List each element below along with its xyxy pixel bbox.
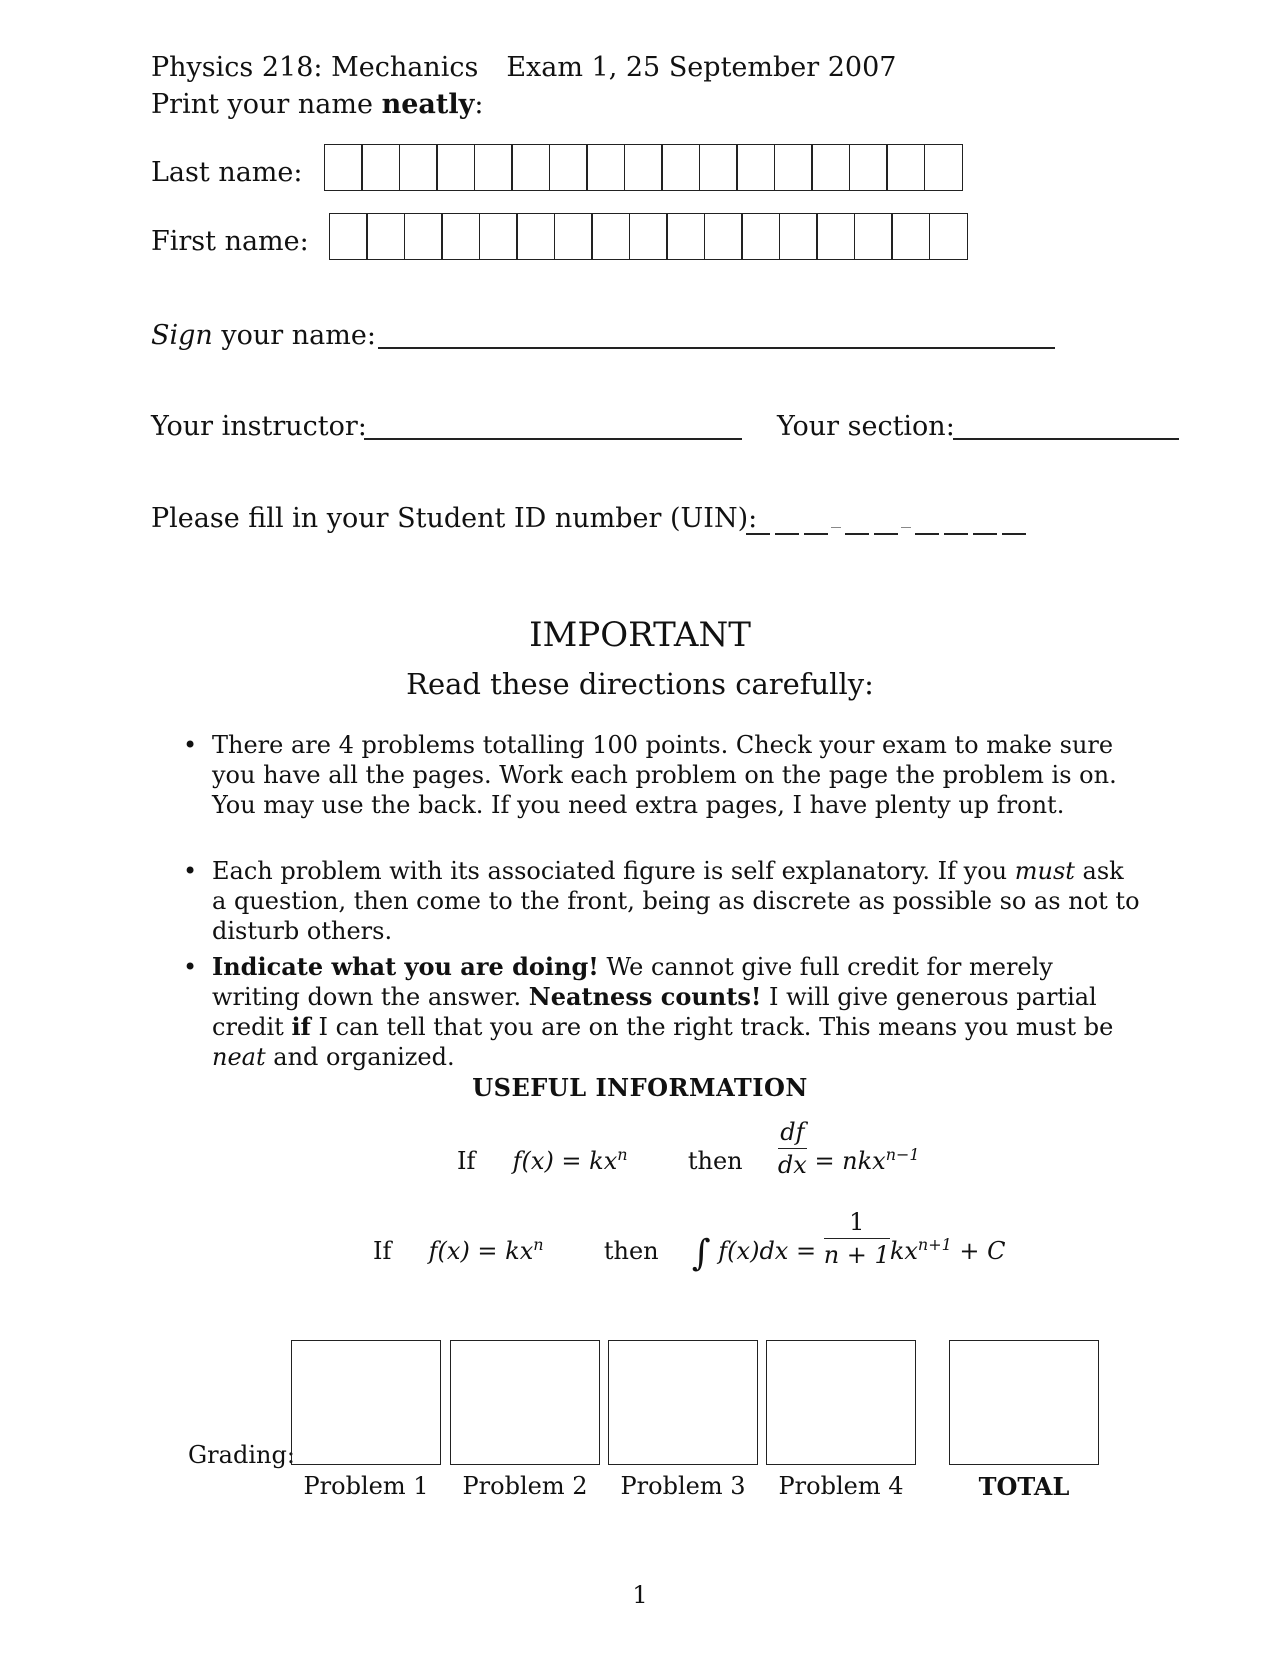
problem-4-score-box[interactable] <box>766 1340 916 1465</box>
problem-3-score-box[interactable] <box>608 1340 758 1465</box>
name-letter-box[interactable] <box>924 144 963 191</box>
name-letter-box[interactable] <box>736 144 775 191</box>
instructor-line[interactable] <box>364 438 742 440</box>
name-letter-box[interactable] <box>929 213 968 260</box>
first-name-boxes[interactable] <box>330 213 968 260</box>
problem-1-label: Problem 1 <box>303 1472 429 1500</box>
name-letter-box[interactable] <box>511 144 550 191</box>
name-letter-box[interactable] <box>586 144 625 191</box>
name-letter-box[interactable] <box>886 144 925 191</box>
name-letter-box[interactable] <box>516 213 555 260</box>
name-letter-box[interactable] <box>479 213 518 260</box>
grading-label: Grading: <box>188 1441 295 1469</box>
section-label: Your section: <box>777 411 955 442</box>
directions-subheading: Read these directions carefully: <box>406 667 874 701</box>
name-letter-box[interactable] <box>441 213 480 260</box>
course-title: Physics 218: Mechanics Exam 1, 25 September 2007 <box>151 52 897 83</box>
uin-blanks[interactable] <box>746 517 1031 548</box>
name-letter-box[interactable] <box>854 213 893 260</box>
problem-4-label: Problem 4 <box>778 1472 904 1500</box>
name-letter-box[interactable] <box>361 144 400 191</box>
problem-1-score-box[interactable] <box>291 1340 441 1465</box>
problem-2-label: Problem 2 <box>462 1472 588 1500</box>
name-letter-box[interactable] <box>779 213 818 260</box>
direction-bullet-3: • Indicate what you are doing! We cannot give full credit for merely writing down the answer. Neatness counts! I will give generous partial credit if I can tell that you are on the right track. This means you must be neat and organized. <box>183 952 1114 1071</box>
name-letter-box[interactable] <box>436 144 475 191</box>
name-letter-box[interactable] <box>399 144 438 191</box>
direction-bullet-2: • Each problem with its associated figure is self explanatory. If you must ask a question, then come to the front, being as discrete as possible so as not to disturb others. <box>183 857 1140 945</box>
name-letter-box[interactable] <box>774 144 813 191</box>
name-letter-box[interactable] <box>891 213 930 260</box>
name-letter-box[interactable] <box>816 213 855 260</box>
name-letter-box[interactable] <box>324 144 363 191</box>
instructor-label: Your instructor: <box>151 411 367 442</box>
total-label: TOTAL <box>978 1472 1070 1501</box>
integral-sign-icon: ∫ <box>691 1233 711 1274</box>
name-letter-box[interactable] <box>591 213 630 260</box>
total-score-box[interactable] <box>949 1340 1099 1465</box>
direction-bullet-1: • There are 4 problems totalling 100 points. Check your exam to make sure you have all the pages. Work each problem on the page the problem is on. You may use the back. If you need extra pages, I have plenty up front. <box>183 731 1117 819</box>
name-letter-box[interactable] <box>699 144 738 191</box>
sign-label: Sign your name: <box>151 320 376 351</box>
section-line[interactable] <box>953 438 1179 440</box>
name-letter-box[interactable] <box>704 213 743 260</box>
name-letter-box[interactable] <box>741 213 780 260</box>
last-name-label: Last name: <box>151 157 303 188</box>
name-letter-box[interactable] <box>811 144 850 191</box>
print-name-instruction: Print your name neatly: <box>151 89 484 120</box>
name-letter-box[interactable] <box>404 213 443 260</box>
problem-2-score-box[interactable] <box>450 1340 600 1465</box>
derivative-formula: If $f(x) = kx^n$ then $\frac{df}{dx}$ = nkx$^{n-1}$ <box>457 1118 920 1179</box>
name-letter-box[interactable] <box>366 213 405 260</box>
integral-formula: If $f(x) = kx^n$ then ∫ f(x)dx = $\frac{1}{n + 1}$ $kx^{n+1} + C$ <box>373 1208 1006 1274</box>
name-letter-box[interactable] <box>624 144 663 191</box>
name-letter-box[interactable] <box>849 144 888 191</box>
name-letter-box[interactable] <box>666 213 705 260</box>
page-number: 1 <box>632 1581 648 1609</box>
signature-line[interactable] <box>378 347 1055 349</box>
name-letter-box[interactable] <box>474 144 513 191</box>
name-letter-box[interactable] <box>661 144 700 191</box>
last-name-boxes[interactable] <box>325 144 963 191</box>
useful-info-heading: USEFUL INFORMATION <box>472 1073 808 1102</box>
problem-3-label: Problem 3 <box>620 1472 746 1500</box>
important-heading: IMPORTANT <box>529 615 751 655</box>
uin-label: Please fill in your Student ID number (UIN): <box>151 503 758 534</box>
name-letter-box[interactable] <box>554 213 593 260</box>
first-name-label: First name: <box>151 226 309 257</box>
name-letter-box[interactable] <box>329 213 368 260</box>
name-letter-box[interactable] <box>549 144 588 191</box>
name-letter-box[interactable] <box>629 213 668 260</box>
